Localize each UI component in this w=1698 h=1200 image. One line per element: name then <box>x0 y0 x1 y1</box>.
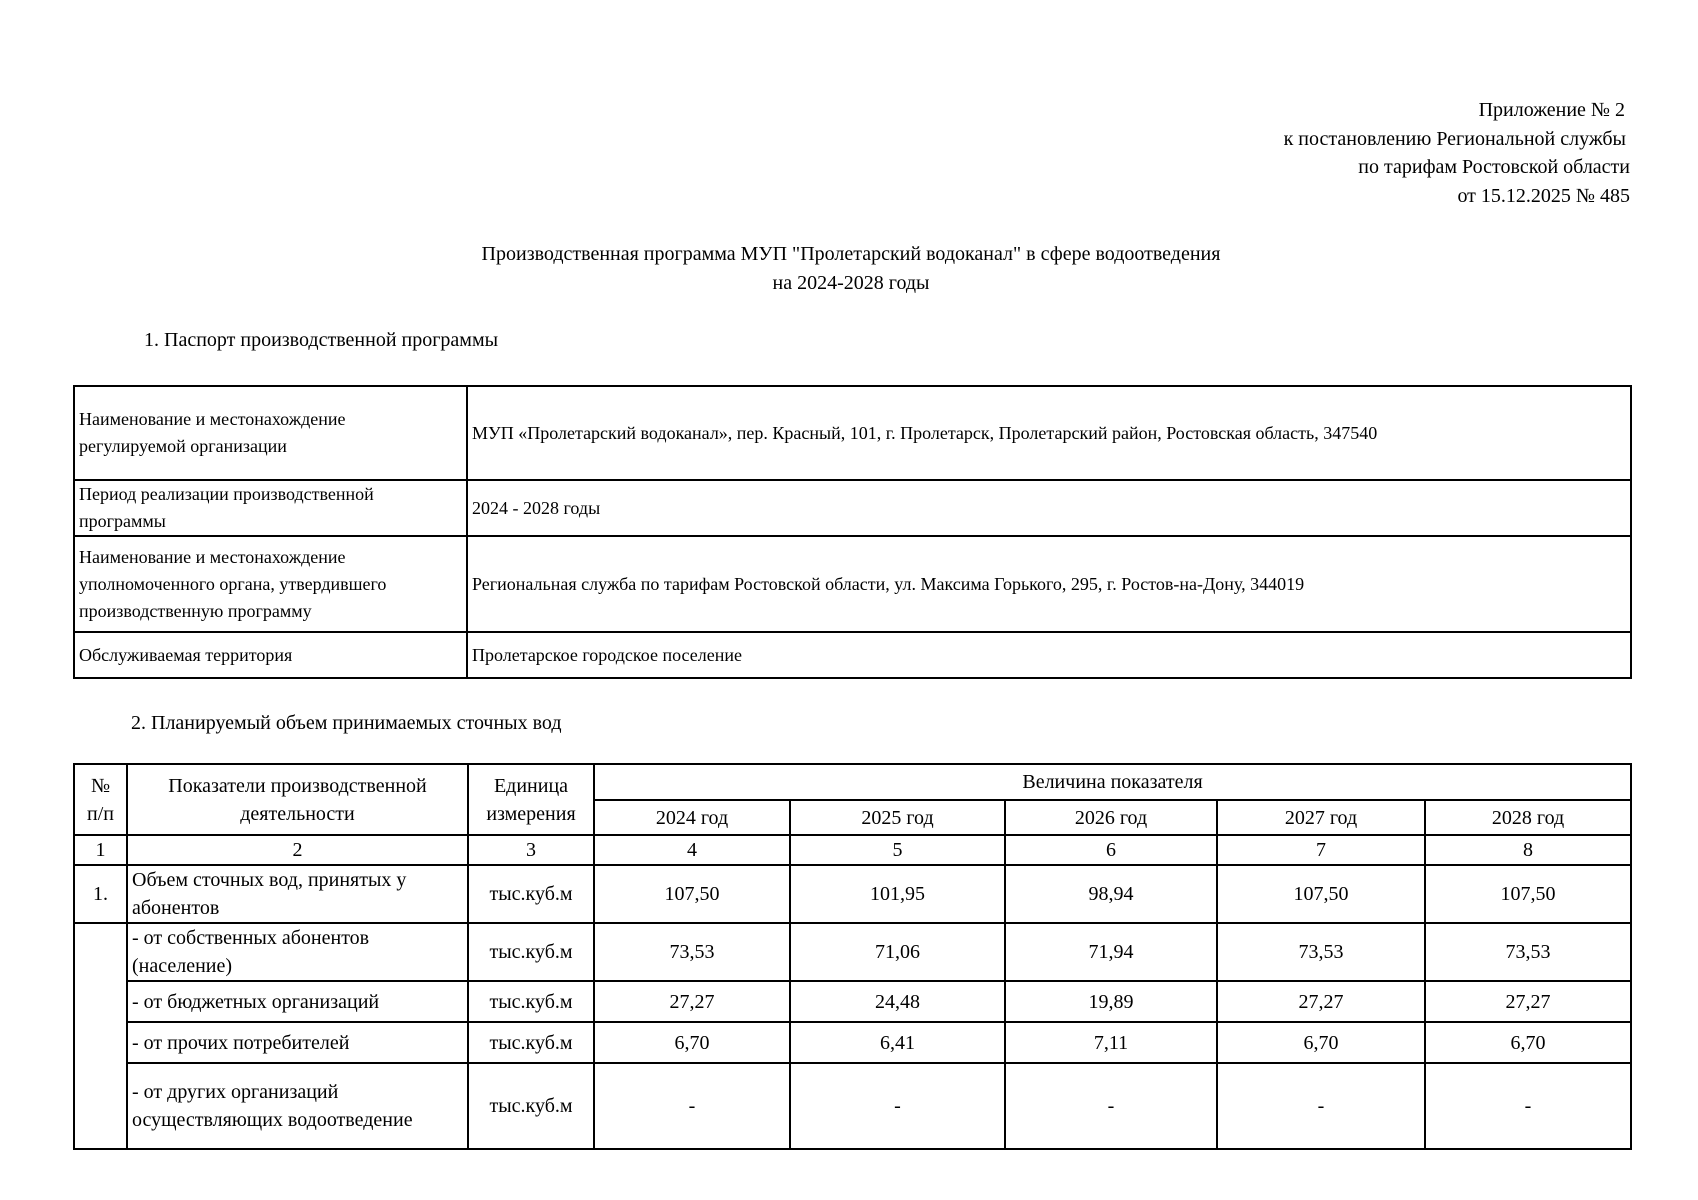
header-num <box>74 764 127 835</box>
indicator-line: - от бюджетных организаций <box>132 990 380 1013</box>
row-indicator <box>127 1063 468 1149</box>
row-value: 73,53 <box>1217 923 1425 981</box>
column-number: 2 <box>127 835 468 865</box>
column-number: 5 <box>790 835 1005 865</box>
indicator-line: - от других организаций <box>132 1081 339 1103</box>
passport-table <box>73 385 1632 679</box>
column-number: 7 <box>1217 835 1425 865</box>
row-indicator <box>127 1022 468 1063</box>
table-row <box>74 1022 1631 1063</box>
section-2-heading: 2. Планируемый объем принимаемых сточных вод <box>131 712 562 734</box>
header-line: п/п <box>87 802 114 825</box>
row-value: 73,53 <box>1425 923 1631 981</box>
table-row <box>74 1063 1631 1149</box>
appendix-line: Приложение № 2 <box>1478 99 1625 121</box>
row-value: 6,70 <box>1425 1022 1631 1063</box>
header-line: № <box>90 774 111 797</box>
passport-value: Региональная служба по тарифам Ростовской области, ул. Максима Горького, 295, г. Ростов-на-Дону, 344019 <box>467 536 1631 632</box>
row-value: 27,27 <box>1217 981 1425 1022</box>
row-value: 24,48 <box>790 981 1005 1022</box>
header-indicator <box>127 764 468 835</box>
row-number: 1. <box>74 865 127 923</box>
passport-label <box>74 536 467 632</box>
passport-label <box>74 386 467 480</box>
row-value: - <box>790 1063 1005 1149</box>
header-year: 2025 год <box>790 800 1005 835</box>
row-value: 71,06 <box>790 923 1005 981</box>
column-number: 6 <box>1005 835 1217 865</box>
label-line: уполномоченного органа, утвердившего <box>79 573 387 594</box>
indicator-line: Объем сточных вод, принятых у <box>132 869 407 891</box>
title-line: на 2024-2028 годы <box>772 272 930 294</box>
label-line: производственную программу <box>79 600 312 621</box>
row-value: - <box>1425 1063 1631 1149</box>
row-value: 6,70 <box>1217 1022 1425 1063</box>
table-row <box>74 923 1631 981</box>
row-value: 98,94 <box>1005 865 1217 923</box>
label-line: Период реализации производственной <box>79 484 374 504</box>
header-unit <box>468 764 594 835</box>
row-value: 6,70 <box>594 1022 790 1063</box>
section-1-heading: 1. Паспорт производственной программы <box>144 329 499 351</box>
passport-value: Пролетарское городское поселение <box>467 632 1631 678</box>
indicator-line: - от прочих потребителей <box>132 1031 350 1054</box>
column-number: 8 <box>1425 835 1631 865</box>
row-value: - <box>594 1063 790 1149</box>
header-value-group: Величина показателя <box>594 764 1631 800</box>
volumes-table <box>73 763 1632 1150</box>
header-line: Показатели производственной <box>168 774 427 797</box>
row-value: 19,89 <box>1005 981 1217 1022</box>
passport-label <box>74 480 467 536</box>
header-year: 2024 год <box>594 800 790 835</box>
row-value: 107,50 <box>1217 865 1425 923</box>
row-unit: тыс.куб.м <box>468 1022 594 1063</box>
appendix-line: от 15.12.2025 № 485 <box>1457 184 1630 207</box>
column-number: 4 <box>594 835 790 865</box>
row-value: 101,95 <box>790 865 1005 923</box>
row-value: - <box>1217 1063 1425 1149</box>
row-unit: тыс.куб.м <box>468 865 594 923</box>
header-line: деятельности <box>240 802 355 825</box>
header-line: Единица <box>493 774 569 797</box>
column-number-row <box>74 835 1631 865</box>
label-line: Наименование и местонахождение <box>79 546 346 567</box>
table-row <box>74 386 1631 480</box>
row-unit: тыс.куб.м <box>468 981 594 1022</box>
row-value: 107,50 <box>1425 865 1631 923</box>
row-unit: тыс.куб.м <box>468 923 594 981</box>
table-header-row <box>74 764 1631 800</box>
row-number <box>74 923 127 1149</box>
table-row <box>74 865 1631 923</box>
indicator-line: - от собственных абонентов <box>132 927 370 949</box>
row-value: 71,94 <box>1005 923 1217 981</box>
column-number: 1 <box>74 835 127 865</box>
row-value: 107,50 <box>594 865 790 923</box>
row-value: 7,11 <box>1005 1022 1217 1063</box>
appendix-header <box>1284 96 1630 210</box>
indicator-line: осуществляющих водоотведение <box>132 1109 413 1131</box>
header-year: 2028 год <box>1425 800 1631 835</box>
header-line: измерения <box>486 802 576 825</box>
label-line: программы <box>79 511 166 531</box>
appendix-line: по тарифам Ростовской области <box>1358 156 1630 178</box>
indicator-line: (население) <box>132 955 233 977</box>
label-line: Обслуживаемая территория <box>79 644 293 665</box>
header-year: 2027 год <box>1217 800 1425 835</box>
table-row <box>74 632 1631 678</box>
row-indicator <box>127 923 468 981</box>
indicator-line: абонентов <box>132 897 220 919</box>
row-value: 73,53 <box>594 923 790 981</box>
document-title <box>0 240 1698 298</box>
row-value: - <box>1005 1063 1217 1149</box>
title-line: Производственная программа МУП "Пролетарский водоканал" в сфере водоотведения <box>481 243 1221 265</box>
passport-value: МУП «Пролетарский водоканал», пер. Красный, 101, г. Пролетарск, Пролетарский район, Ростовская область, 347540 <box>467 386 1631 480</box>
table-row <box>74 480 1631 536</box>
row-unit: тыс.куб.м <box>468 1063 594 1149</box>
row-value: 6,41 <box>790 1022 1005 1063</box>
table-row <box>74 981 1631 1022</box>
row-value: 27,27 <box>1425 981 1631 1022</box>
label-line: регулируемой организации <box>79 436 287 456</box>
row-value: 27,27 <box>594 981 790 1022</box>
label-line: Наименование и местонахождение <box>79 409 346 429</box>
row-indicator <box>127 865 468 923</box>
table-row <box>74 536 1631 632</box>
passport-value: 2024 - 2028 годы <box>467 480 1631 536</box>
column-number: 3 <box>468 835 594 865</box>
row-indicator <box>127 981 468 1022</box>
appendix-line: к постановлению Региональной службы <box>1283 127 1626 150</box>
passport-label <box>74 632 467 678</box>
header-year: 2026 год <box>1005 800 1217 835</box>
